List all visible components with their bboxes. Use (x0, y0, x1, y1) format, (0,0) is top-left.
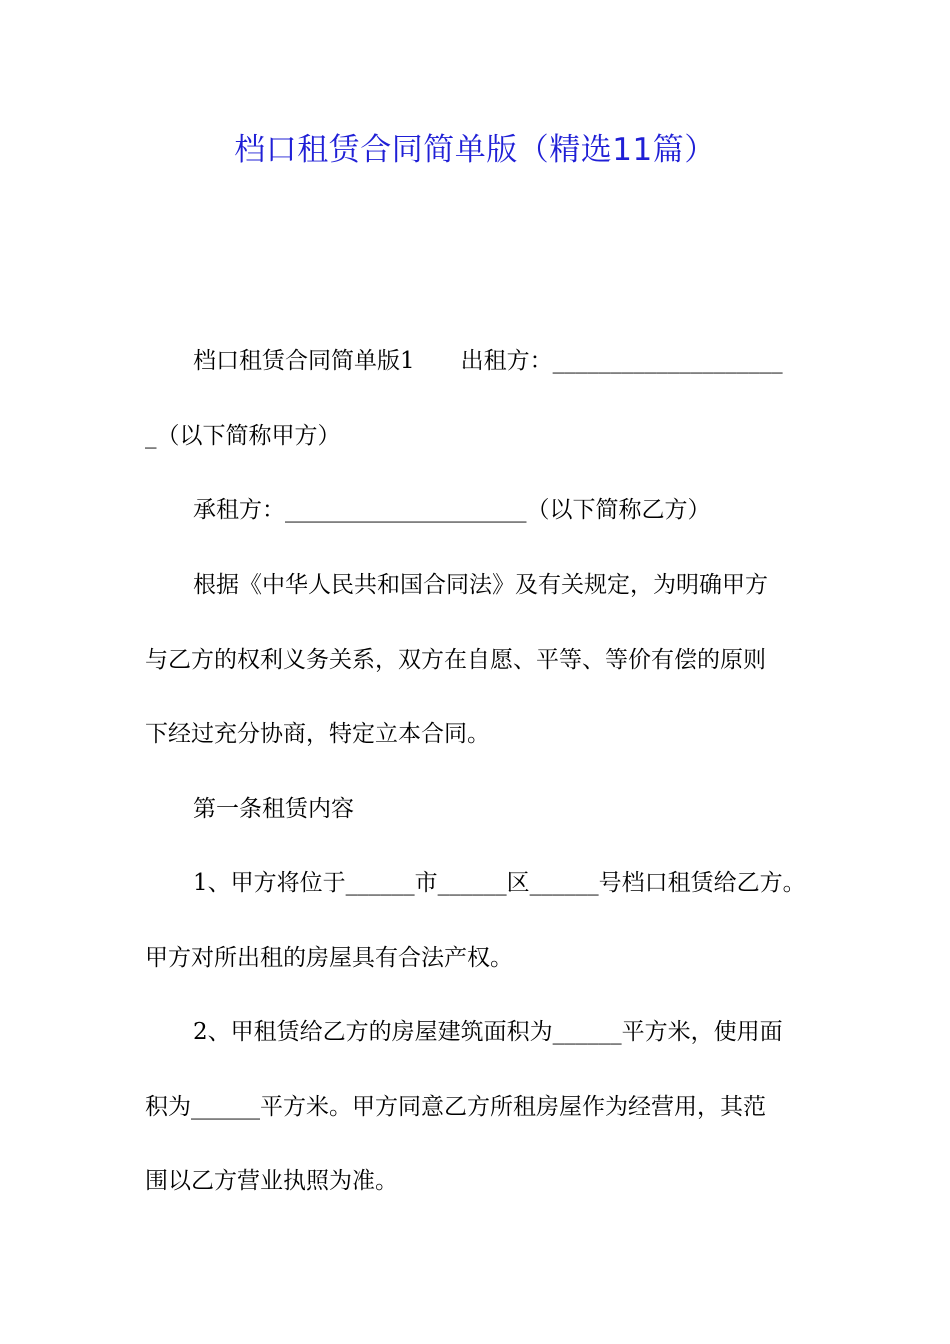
document-title: 档口租赁合同简单版（精选11篇） (234, 132, 716, 168)
paragraph-line-preamble-1: 根据《中华人民共和国合同法》及有关规定，为明确甲方 (193, 572, 768, 598)
paragraph-line-lessee: 承租方：_____________________（以下简称乙方） (193, 497, 711, 523)
paragraph-line-clause-2a: 2、甲租赁给乙方的房屋建筑面积为______平方米，使用面 (193, 1019, 783, 1045)
paragraph-line-preamble-2: 与乙方的权利义务关系，双方在自愿、平等、等价有偿的原则 (145, 647, 766, 673)
section-heading-article-1: 第一条租赁内容 (193, 796, 354, 822)
paragraph-line-clause-1b: 甲方对所出租的房屋具有合法产权。 (145, 945, 513, 971)
paragraph-line-preamble-3: 下经过充分协商，特定立本合同。 (145, 721, 490, 747)
paragraph-line-clause-1a: 1、甲方将位于______市______区______号档口租赁给乙方。 (193, 870, 806, 896)
paragraph-line-lessor-alias: _（以下简称甲方） (145, 423, 341, 449)
paragraph-line-lessor: 档口租赁合同简单版1 出租方：____________________ (193, 348, 783, 374)
paragraph-line-clause-2c: 围以乙方营业执照为准。 (145, 1168, 398, 1194)
paragraph-line-clause-2b: 积为______平方米。甲方同意乙方所租房屋作为经营用，其范 (145, 1094, 766, 1120)
